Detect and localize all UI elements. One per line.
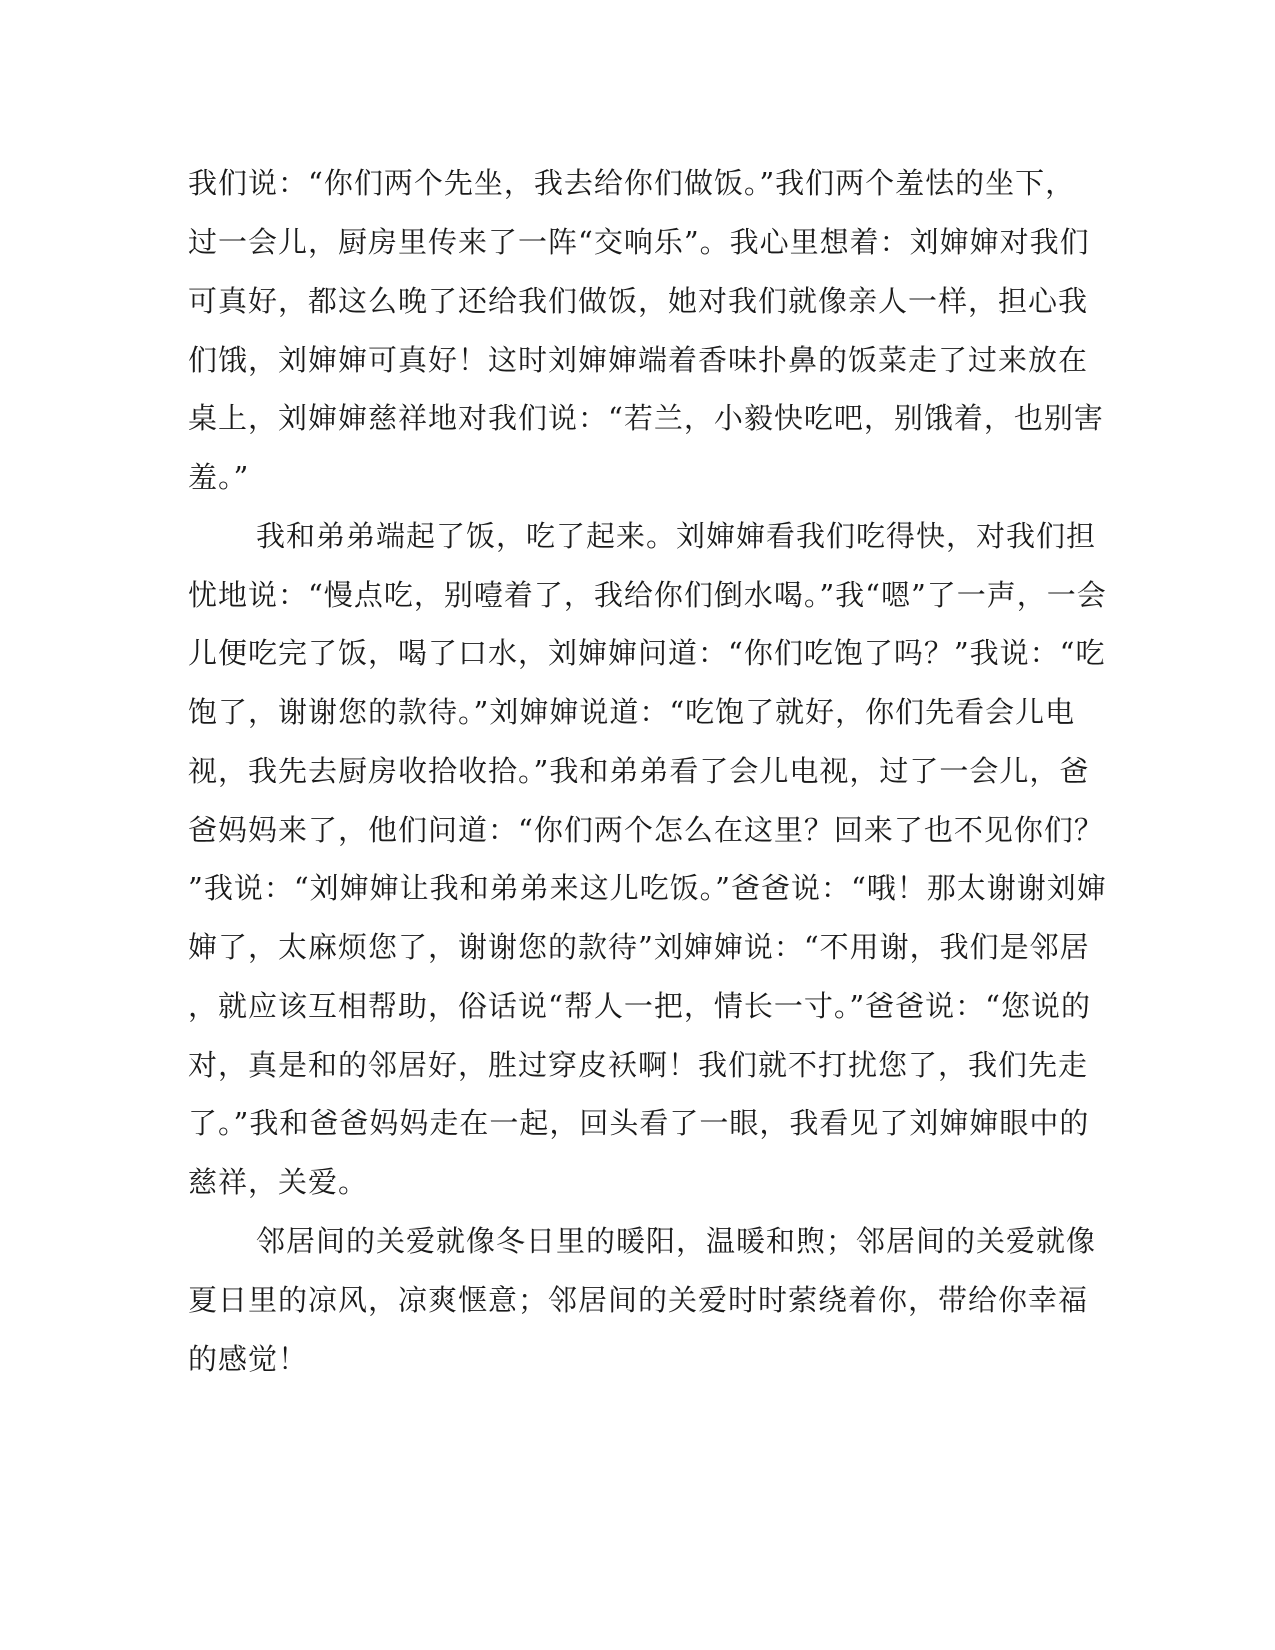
text-line: 的感觉！ <box>188 1342 309 1376</box>
text-line: 儿便吃完了饭，喝了口水，刘婶婶问道：“你们吃饱了吗？”我说：“吃 <box>188 636 1106 670</box>
text-line: 夏日里的凉风，凉爽惬意；邻居间的关爱时时萦绕着你，带给你幸福 <box>188 1283 1089 1317</box>
text-line: 们饿，刘婶婶可真好！这时刘婶婶端着香味扑鼻的饭菜走了过来放在 <box>188 343 1089 377</box>
text-line: 爸妈妈来了，他们问道：“你们两个怎么在这里？回来了也不见你们？ <box>188 813 1104 847</box>
paragraph-first-line: 我和弟弟端起了饭，吃了起来。刘婶婶看我们吃得快，对我们担 <box>256 519 1097 553</box>
text-line: 了。”我和爸爸妈妈走在一起，回头看了一眼，我看见了刘婶婶眼中的 <box>188 1106 1090 1140</box>
text-line: ，就应该互相帮助，俗话说“帮人一把，情长一寸。”爸爸说：“您说的 <box>188 989 1091 1023</box>
text-line: 桌上，刘婶婶慈祥地对我们说：“若兰，小毅快吃吧，别饿着，也别害 <box>188 401 1104 435</box>
text-line: ”我说：“刘婶婶让我和弟弟来这儿吃饭。”爸爸说：“哦！那太谢谢刘婶 <box>188 871 1107 905</box>
paragraph-first-line: 邻居间的关爱就像冬日里的暖阳，温暖和煦；邻居间的关爱就像 <box>256 1224 1097 1258</box>
text-line: 视，我先去厨房收拾收拾。”我和弟弟看了会儿电视，过了一会儿，爸 <box>188 754 1090 788</box>
text-line: 慈祥，关爱。 <box>188 1165 369 1199</box>
text-line: 可真好，都这么晚了还给我们做饭，她对我们就像亲人一样，担心我 <box>188 284 1089 318</box>
text-line: 过一会儿，厨房里传来了一阵“交响乐”。我心里想着：刘婶婶对我们 <box>188 225 1090 259</box>
text-line: 羞。” <box>188 460 250 494</box>
text-line: 婶了，太麻烦您了，谢谢您的款待”刘婶婶说：“不用谢，我们是邻居 <box>188 930 1090 964</box>
text-line: 对，真是和的邻居好，胜过穿皮袄啊！我们就不打扰您了，我们先走 <box>188 1048 1089 1082</box>
text-line: 忧地说：“慢点吃，别噎着了，我给你们倒水喝。”我“嗯”了一声，一会 <box>188 578 1107 612</box>
text-line: 饱了，谢谢您的款待。”刘婶婶说道：“吃饱了就好，你们先看会儿电 <box>188 695 1076 729</box>
text-line: 我们说：“你们两个先坐，我去给你们做饭。”我们两个羞怯的坐下， <box>188 166 1076 200</box>
